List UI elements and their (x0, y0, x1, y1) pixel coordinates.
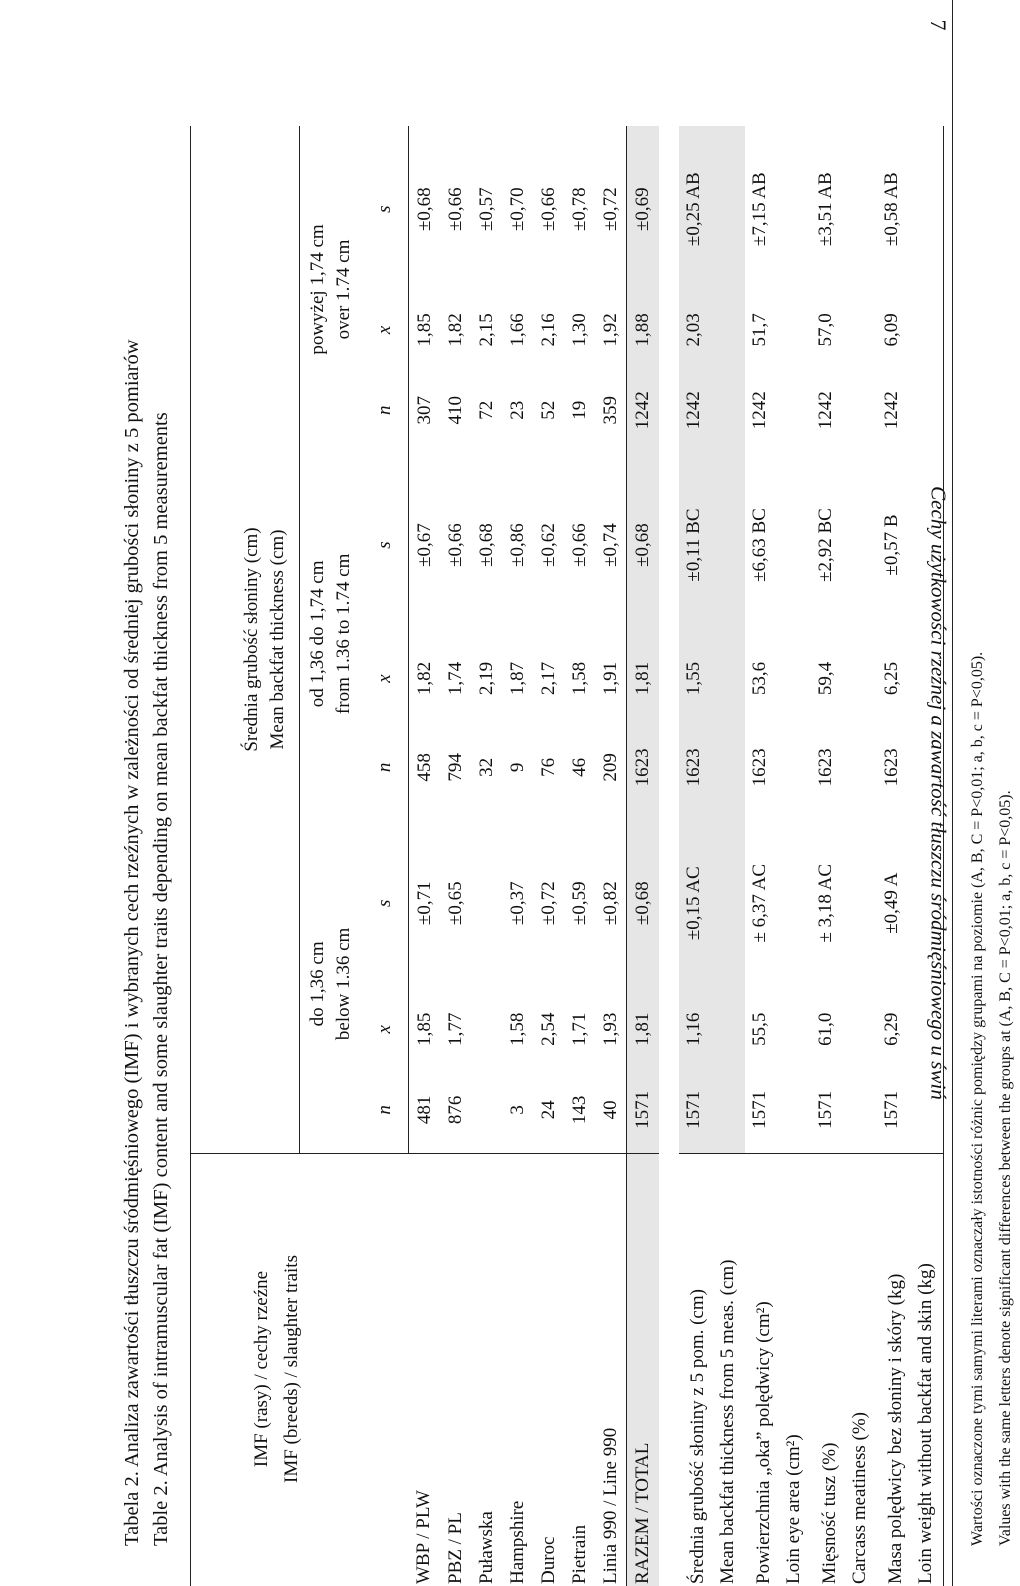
table-cell: 3 (502, 1067, 533, 1154)
table-cell: 1,16 (679, 992, 745, 1067)
row-label: Pietrain (568, 1524, 590, 1584)
breed-row (471, 126, 502, 1586)
table-cell: ±0,69 (627, 126, 660, 292)
table-cell: 1,55 (679, 637, 745, 720)
header-s: s (362, 815, 409, 992)
table-cell: ±0,66 (568, 523, 590, 567)
table-cell: 2,54 (537, 1012, 559, 1046)
table-cell: 23 (506, 400, 528, 420)
footnote-english: Values with the same letters denote significant differences between the groups at (A, B, C = P<0,01; a, b, c = P<0,05). (996, 790, 1014, 1546)
table-cell: 2,15 (475, 313, 497, 347)
table-cell: 19 (568, 400, 590, 420)
caption-english: Table 2. Analysis of intramuscular fat (IMF) content and some slaughter traits depending on mean backfat thickness from 5 measurements (150, 412, 172, 1546)
table-cell: 458 (413, 753, 435, 782)
table-cell: ±0,62 (537, 523, 559, 567)
table-caption (118, 66, 176, 1546)
table-cell: ±0,65 (444, 881, 466, 926)
table-cell: 1242 (815, 391, 836, 430)
table-cell: 52 (537, 400, 559, 420)
table-cell: 1,87 (506, 661, 528, 696)
table-cell: 61,0 (815, 1012, 836, 1046)
trait-label-pl: Powierzchnia „oka” polędwicy (cm²) (753, 1301, 774, 1584)
table-cell: ±0,74 (595, 453, 627, 637)
header-n: n (362, 1067, 409, 1154)
breed-row (440, 126, 471, 1586)
table-cell: ±0,66 (444, 523, 466, 567)
table-cell: ±0,67 (413, 523, 435, 567)
table-cell: 1,58 (506, 1012, 528, 1046)
table-cell: ±0,72 (537, 881, 559, 926)
breed-row (533, 126, 564, 1586)
table-cell: ±0,37 (506, 881, 528, 926)
row-label: Duroc (537, 1536, 559, 1584)
breed-row (502, 126, 533, 1586)
table-cell: 59,4 (815, 661, 836, 696)
breed-row (595, 126, 627, 1586)
table-cell (471, 992, 502, 1067)
trait-label-en: Loin eye area (cm²) (783, 1434, 804, 1584)
table-cell: ±0,58 AB (877, 126, 943, 292)
table-cell: ±0,57 B (877, 453, 943, 637)
table-cell: 2,17 (537, 661, 559, 696)
col-header-middle: od 1,36 do 1,74 cm from 1.36 to 1.74 cm (307, 553, 354, 715)
header-s: s (362, 453, 409, 637)
table-cell: 32 (475, 757, 497, 777)
table-cell: ±0,70 (506, 187, 528, 232)
table-cell: 794 (444, 753, 466, 782)
breed-row (564, 126, 595, 1586)
table-cell: 1242 (679, 367, 745, 453)
table-cell: ±0,11 BC (679, 453, 745, 637)
table-cell: ±0,82 (595, 815, 627, 992)
table-cell: 57,0 (815, 313, 836, 347)
table-cell: 1,74 (444, 661, 466, 696)
table-cell: ±0,57 (475, 187, 497, 232)
table-cell: 143 (564, 1067, 595, 1154)
table-cell: 1571 (627, 1067, 660, 1154)
table-cell: 1571 (811, 1067, 877, 1154)
table-cell: 1242 (627, 367, 660, 453)
table-cell: ±0,71 (413, 881, 435, 926)
table-cell: 1,92 (595, 292, 627, 367)
header-x: x (362, 292, 409, 367)
row-label: PBZ / PL (444, 1512, 466, 1584)
table-cell: 1,66 (506, 313, 528, 347)
table-cell: 1623 (627, 720, 660, 815)
trait-label-en: Mean backfat thickness from 5 meas. (cm) (717, 1259, 738, 1584)
total-row (627, 126, 660, 1586)
table-cell: 1623 (815, 748, 836, 787)
table-cell: 2,16 (537, 313, 559, 347)
table-cell: ±0,86 (506, 523, 528, 567)
table-cell: 876 (440, 1067, 471, 1154)
table-cell: 55,5 (749, 1012, 770, 1046)
table-cell (471, 1067, 502, 1154)
table-cell: 9 (506, 762, 528, 773)
trait-label-pl: Średnia grubość słoniny z 5 pom. (cm) (687, 1289, 708, 1584)
table-cell: ±0,68 (413, 187, 435, 232)
trait-row (877, 126, 943, 1586)
row-label: Puławska (475, 1511, 497, 1584)
data-table (190, 126, 944, 1586)
caption-polish: Tabela 2. Analiza zawartości tłuszczu śródmięśniowego (IMF) i wybranych cech rzeźnych w zależności od średniej grubości słoniny z 5 pomiarów (121, 339, 143, 1546)
table-cell: ±0,66 (537, 187, 559, 232)
table-cell: ±3,51 AB (815, 172, 836, 247)
footnote-polish: Wartości oznaczone tymi samymi literami oznaczały istotności różnic pomiędzy grupami na poziomie (A, B, C = P<0,01; a, b, c = P<0,05). (968, 651, 986, 1546)
table-cell: 410 (444, 395, 466, 425)
header-s: s (362, 126, 409, 292)
table-cell: 1571 (877, 1067, 943, 1154)
table-cell: 1,93 (595, 992, 627, 1067)
table-cell (471, 815, 502, 992)
table-cell: ±0,72 (595, 126, 627, 292)
table-cell: ±0,25 AB (679, 126, 745, 292)
table-cell: ± 3,18 AC (815, 863, 836, 943)
col-header-below: do 1,36 cm below 1.36 cm (300, 815, 363, 1154)
stat-letters-row (362, 126, 409, 1586)
row-header-label: IMF (rasy) / cechy rzeźne IMF (breeds) / slaughter traits (191, 1154, 363, 1586)
table-cell: ± 6,37 AC (749, 863, 770, 943)
table-cell: 6,25 (877, 637, 943, 720)
breed-row (409, 126, 441, 1586)
table-cell: 481 (409, 1067, 441, 1154)
trait-label-pl: Mięsność tusz (%) (819, 1442, 840, 1584)
table-cell: 1,30 (568, 313, 590, 347)
table-cell: ±6,63 BC (749, 508, 770, 582)
row-label (679, 1154, 745, 1586)
trait-label-en: Carcass meatiness (%) (849, 1412, 870, 1584)
table-cell: 1,82 (444, 313, 466, 347)
spacer-row (659, 126, 679, 1586)
table-cell: 1,82 (413, 661, 435, 696)
table-cell: 53,6 (749, 661, 770, 696)
table-cell: 2,19 (475, 661, 497, 696)
trait-label-pl: Masa polędwicy bez słoniny i skóry (kg) (885, 1273, 906, 1584)
table-cell: 6,09 (877, 292, 943, 367)
header-rule (952, 0, 953, 1586)
table-footnote (964, 66, 1020, 1546)
table-cell: 1,85 (413, 313, 435, 347)
table-cell: 1242 (877, 367, 943, 453)
row-label (811, 1154, 877, 1586)
trait-row (811, 126, 877, 1586)
table-cell: 1,85 (413, 1012, 435, 1046)
table-cell: 72 (475, 400, 497, 420)
table-cell: 1,88 (627, 292, 660, 367)
trait-row (745, 126, 811, 1586)
table-cell: ±0,15 AC (679, 815, 745, 992)
table-cell: 1,58 (568, 661, 590, 696)
page-number: 7 (926, 19, 951, 31)
table-cell: 1,91 (595, 637, 627, 720)
trait-label-en: Loin weight without backfat and skin (kg) (915, 1263, 936, 1584)
running-title: Cechy użytkowości rzeźnej a zawartość tłuszczu śródmięśniowego u świń (926, 486, 951, 1100)
table-cell: 6,29 (877, 992, 943, 1067)
table-cell: 46 (568, 757, 590, 777)
table-cell: 1623 (749, 748, 770, 787)
table-cell: 1623 (877, 720, 943, 815)
table-cell: 1571 (679, 1067, 745, 1154)
col-header-over: powyżej 1,74 cm over 1.74 cm (307, 224, 354, 355)
table-cell: ±0,68 (627, 815, 660, 992)
header-x: x (362, 992, 409, 1067)
table-cell: ±7,15 AB (749, 172, 770, 247)
table-cell: 1571 (745, 1067, 811, 1154)
row-label (745, 1154, 811, 1586)
trait-row (679, 126, 745, 1586)
table-cell: 24 (533, 1067, 564, 1154)
table-cell: ±0,68 (627, 453, 660, 637)
table-cell: 1,81 (627, 637, 660, 720)
table-cell: 1,71 (568, 1012, 590, 1046)
table-cell: ±0,59 (568, 881, 590, 926)
table-cell: 1,77 (444, 1012, 466, 1046)
table-cell: ±0,78 (568, 187, 590, 232)
group-header: Średnia grubość słoniny (cm) Mean backfat thickness (cm) (191, 126, 300, 1154)
table-cell: 307 (413, 395, 435, 425)
table-cell: 1,81 (627, 992, 660, 1067)
row-label: Hampshire (506, 1500, 528, 1584)
table-cell: ±0,68 (475, 523, 497, 567)
table-cell: 359 (595, 367, 627, 453)
table-cell: ±2,92 BC (815, 508, 836, 582)
table-cell: 1242 (749, 391, 770, 430)
row-label: Linia 990 / Line 990 (595, 1154, 627, 1586)
row-label: RAZEM / TOTAL (627, 1154, 660, 1586)
table-cell: ±0,49 A (877, 815, 943, 992)
table-cell: 40 (595, 1067, 627, 1154)
row-label (877, 1154, 943, 1586)
table-cell: ±0,66 (444, 187, 466, 232)
table-cell: 76 (537, 757, 559, 777)
header-x: x (362, 637, 409, 720)
table-cell: 51,7 (749, 313, 770, 347)
table-cell: 209 (595, 720, 627, 815)
header-n: n (362, 720, 409, 815)
row-label: WBP / PLW (413, 1490, 435, 1584)
header-n: n (362, 367, 409, 453)
table-cell: 2,03 (679, 292, 745, 367)
table-cell: 1623 (679, 720, 745, 815)
